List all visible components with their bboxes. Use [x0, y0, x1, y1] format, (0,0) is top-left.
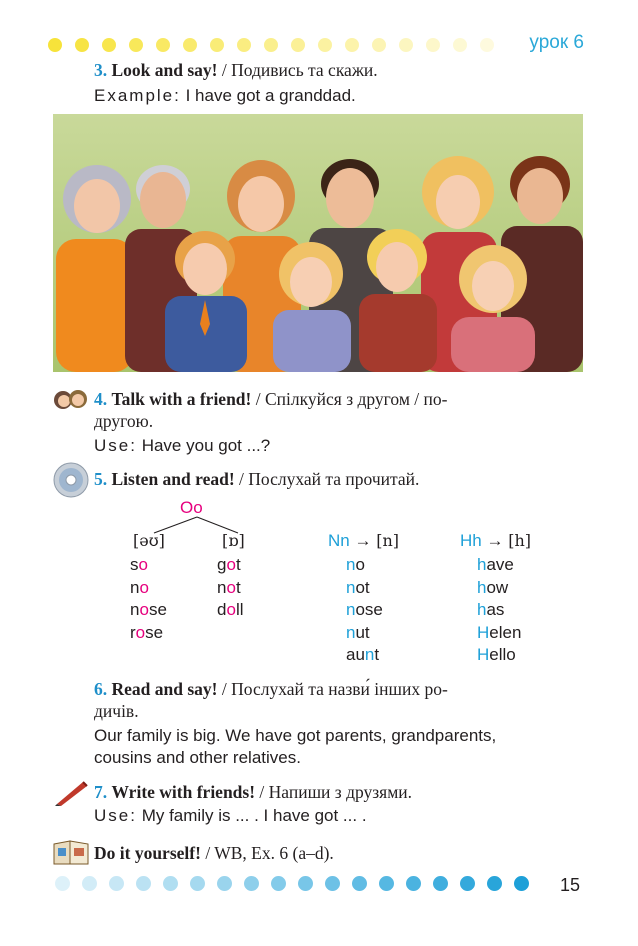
exercise-7-title: 7. Write with friends! / Напиши з друзями. [94, 782, 413, 802]
nn-heading: Nn → [n] [328, 531, 399, 550]
top-decorative-dots [48, 38, 494, 52]
yellow-dot [102, 38, 116, 52]
word-part: ow [486, 577, 509, 597]
blue-dot [136, 876, 151, 891]
phonics-word [477, 623, 521, 643]
word-part: g [217, 555, 227, 574]
exercise-6-text-line-2: cousins and other relatives. [94, 748, 301, 767]
word-part: t [235, 555, 241, 574]
exercise-6-title-continued: дичів. [94, 701, 139, 721]
word-part: se [148, 600, 167, 619]
highlighted-letter: o [226, 600, 236, 619]
yellow-dot [183, 38, 197, 52]
word-part: au [346, 645, 365, 664]
exercise-7-use: Use: My family is ... . I have got ... . [94, 806, 367, 825]
word-part: as [486, 600, 505, 619]
phonics-word [217, 555, 241, 575]
yellow-dot [318, 38, 332, 52]
blue-dot [217, 876, 232, 891]
phonics-word [130, 600, 167, 620]
phonics-word [130, 578, 149, 598]
word-part: d [217, 600, 227, 619]
word-part: r [130, 622, 136, 642]
phonics-word [477, 555, 514, 575]
word-part: ose [355, 600, 383, 619]
highlighted-letter: n [346, 600, 356, 619]
word-part: o [355, 555, 365, 574]
phonics-word [217, 578, 241, 598]
word-part: n [130, 600, 140, 619]
exercise-4-title: 4. Talk with a friend! / Спілкуйся з другом / по- [94, 389, 448, 409]
highlighted-letter: o [138, 555, 148, 574]
highlighted-letter: h [477, 600, 487, 619]
yellow-dot [453, 38, 467, 52]
exercise-4-use: Use: Have you got ...? [94, 436, 271, 455]
exercise-5-title: 5. Listen and read! / Послухай та прочитай. [94, 469, 420, 489]
cousin-boy-figure [359, 229, 437, 372]
word-part: t [235, 577, 241, 597]
exercise-3-title: 3. Look and say! / Подивись та скажи. [94, 60, 378, 80]
yellow-dot [372, 38, 386, 52]
word-part: ot [355, 577, 370, 597]
col1-ipa: [əʊ] [133, 531, 165, 550]
phonics-word [217, 600, 244, 620]
word-part: t [374, 645, 380, 664]
exercise-4-title-continued: другою. [94, 411, 154, 431]
highlighted-letter: H [477, 645, 490, 664]
blue-dot [271, 876, 286, 891]
phonics-word [346, 645, 379, 665]
yellow-dot [156, 38, 170, 52]
col2-ipa: [ɒ] [222, 531, 245, 550]
blue-dot [298, 876, 313, 891]
highlighted-letter: h [477, 555, 487, 574]
word-part: se [145, 622, 164, 642]
highlighted-letter: H [477, 622, 490, 642]
blue-dot [379, 876, 394, 891]
yellow-dot [480, 38, 494, 52]
oo-header: Oo [180, 498, 203, 517]
word-part: ut [355, 622, 370, 642]
blue-dot [325, 876, 340, 891]
blue-dot [163, 876, 178, 891]
word-part: ello [489, 645, 516, 664]
yellow-dot [426, 38, 440, 52]
blue-dot [460, 876, 475, 891]
bottom-decorative-dots [55, 876, 529, 891]
yellow-dot [75, 38, 89, 52]
word-part: n [217, 577, 227, 597]
yellow-dot [399, 38, 413, 52]
grandmother-figure [56, 165, 134, 372]
highlighted-letter: o [135, 622, 146, 642]
phonics-word [130, 623, 163, 643]
phonics-word [346, 600, 383, 620]
family-illustration [53, 114, 583, 372]
word-part: elen [489, 622, 522, 642]
hh-heading: Hh → [h] [460, 531, 531, 550]
blue-dot [433, 876, 448, 891]
phonics-word [346, 578, 370, 598]
highlighted-letter: n [346, 555, 356, 574]
workbook-icon [52, 838, 90, 871]
phonics-word [477, 645, 516, 665]
yellow-dot [345, 38, 359, 52]
exercise-6-text-line-1: Our family is big. We have got parents, grandparents, [94, 726, 497, 745]
highlighted-letter: h [477, 577, 487, 597]
yellow-dot [291, 38, 305, 52]
pencil-icon [53, 778, 89, 811]
highlighted-letter: o [139, 577, 149, 597]
highlighted-letter: n [346, 622, 356, 642]
yellow-dot [48, 38, 62, 52]
phonics-word [346, 623, 370, 643]
do-it-yourself: Do it yourself! / WB, Ex. 6 (a–d). [94, 843, 334, 863]
audio-cd-icon [53, 462, 89, 503]
yellow-dot [210, 38, 224, 52]
yellow-dot [264, 38, 278, 52]
highlighted-letter: o [226, 555, 236, 574]
lesson-label: урок 6 [529, 32, 584, 53]
phonics-word [477, 600, 504, 620]
exercise-3-example: Example: I have got a granddad. [94, 86, 356, 105]
blue-dot [190, 876, 205, 891]
yellow-dot [129, 38, 143, 52]
word-part: n [130, 577, 140, 597]
phonics-word [477, 578, 508, 598]
blue-dot [352, 876, 367, 891]
exercise-6-title: 6. Read and say! / Послухай та назви́ інших ро- [94, 679, 448, 699]
blue-dot [514, 876, 529, 891]
word-part: ll [235, 600, 244, 619]
word-part: s [130, 555, 139, 574]
yellow-dot [237, 38, 251, 52]
blue-dot [109, 876, 124, 891]
highlighted-letter: o [139, 600, 149, 619]
phonics-word [346, 555, 365, 575]
highlighted-letter: n [346, 577, 356, 597]
highlighted-letter: n [364, 645, 375, 664]
blue-dot [487, 876, 502, 891]
word-part: ave [486, 555, 514, 574]
talk-with-friend-icon [52, 388, 90, 417]
page-number: 15 [559, 875, 580, 895]
phonics-word [130, 555, 148, 575]
highlighted-letter: o [226, 577, 236, 597]
blue-dot [55, 876, 70, 891]
blue-dot [244, 876, 259, 891]
blue-dot [82, 876, 97, 891]
blue-dot [406, 876, 421, 891]
